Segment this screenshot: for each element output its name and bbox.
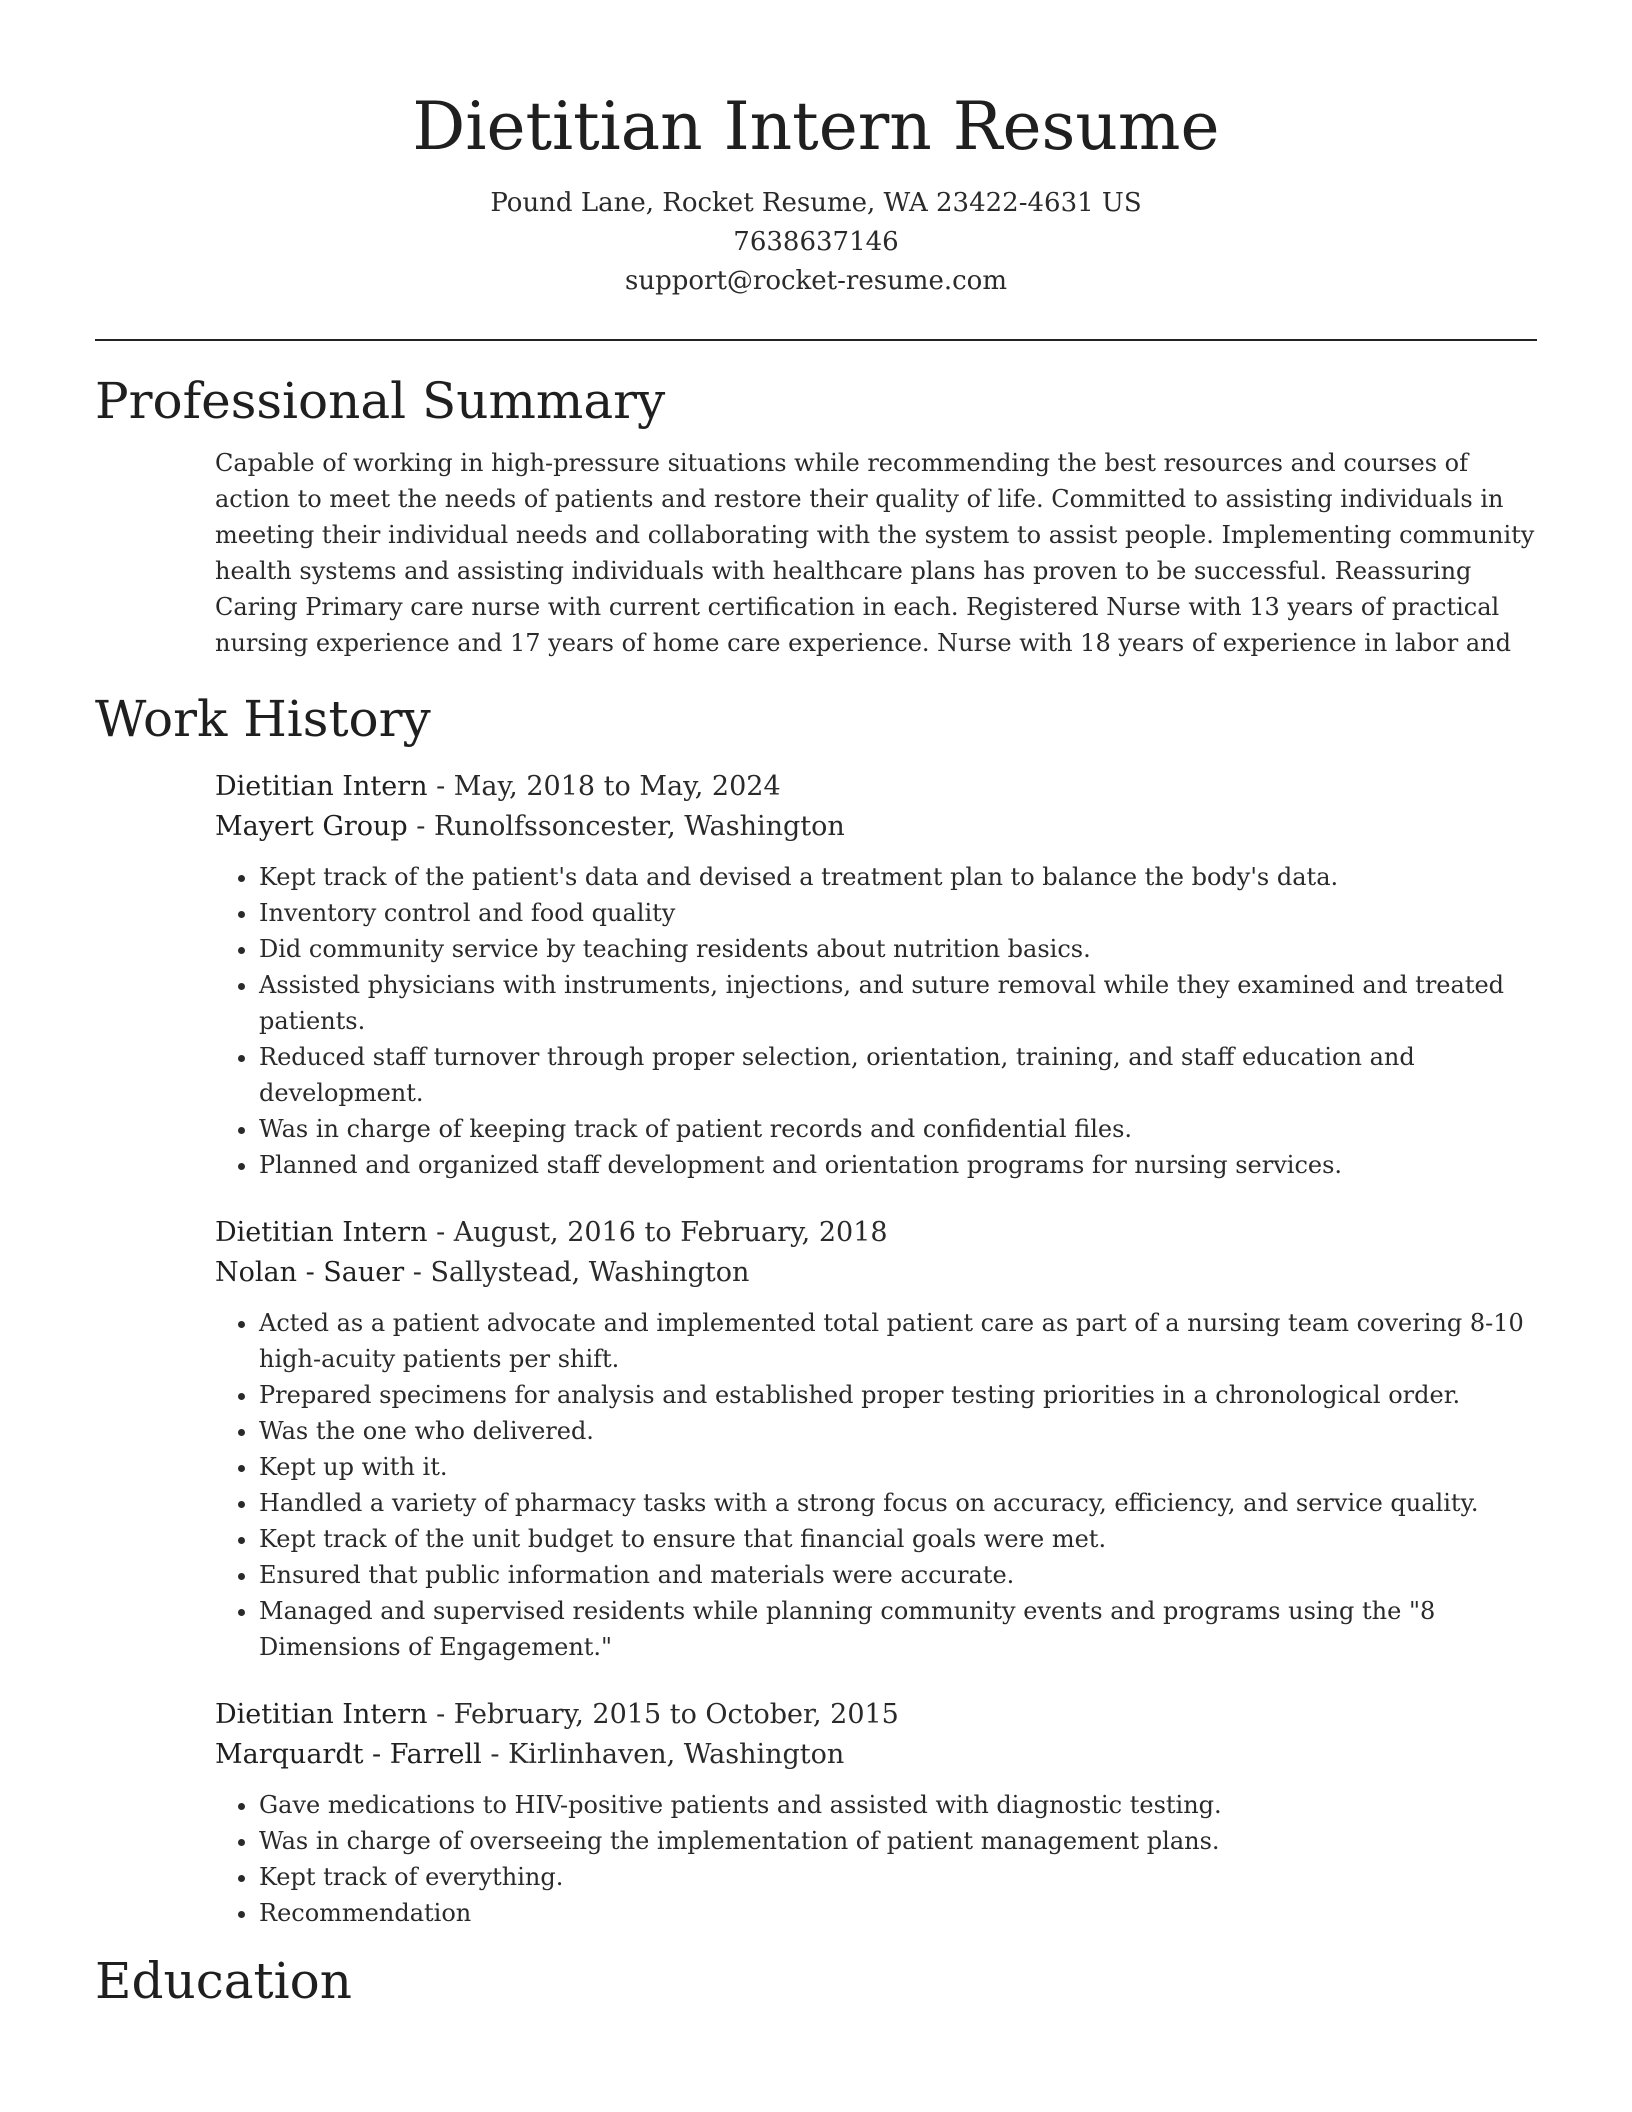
job-duty: • Acted as a patient advocate and implemented total patient care as part of a nursing team covering 8-10 high-acuity patients per shift. — [259, 1305, 1537, 1377]
job-company: Mayert Group — [215, 811, 408, 842]
job-location: - Kirlinhaven, Washington — [481, 1739, 845, 1770]
job-title-line — [215, 1213, 1537, 1253]
job-duty: • Reduced staff turnover through proper selection, orientation, training, and staff education and development. — [259, 1039, 1537, 1111]
contact-phone: 7638637146 — [733, 227, 899, 257]
job-company-line — [215, 1735, 1537, 1775]
job-duties-list — [215, 1305, 1537, 1665]
job-duty: • Recommendation — [259, 1895, 1537, 1931]
job-role: Dietitian Intern — [215, 1699, 428, 1730]
job-duty: • Assisted physicians with instruments, injections, and suture removal while they examined and treated patients. — [259, 967, 1537, 1039]
job-duty: • Inventory control and food quality — [259, 895, 1537, 931]
work-history-heading: Work History — [95, 690, 431, 748]
contact-block — [95, 184, 1537, 301]
header-divider — [95, 339, 1537, 341]
job-duties-list — [215, 1787, 1537, 1931]
resume-title: Dietitian Intern Resume — [412, 88, 1220, 165]
job-duty: • Planned and organized staff development and orientation programs for nursing services. — [259, 1147, 1537, 1183]
job-duty: • Ensured that public information and materials were accurate. — [259, 1557, 1537, 1593]
education-section — [95, 1949, 1537, 2013]
job-duty: • Managed and supervised residents while planning community events and programs using the "8 Dimensions of Engagement." — [259, 1593, 1537, 1665]
job-role: Dietitian Intern — [215, 771, 428, 802]
summary-text: Capable of working in high-pressure situations while recommending the best resources and courses of action to meet the needs of patients and restore their quality of life. Committed to assisting individuals in meeting their individual needs and collaborating with the system to assist people. Implementing community health systems and assisting individuals with healthcare plans has proven to be successful. Reassuring Caring Primary care nurse with current certification in each. Registered Nurse with 13 years of practical nursing experience and 17 years of home care experience. Nurse with 18 years of experience in labor and — [215, 449, 1535, 657]
summary-section — [95, 369, 1537, 661]
education-heading: Education — [95, 1952, 352, 2010]
job-duties-list — [215, 859, 1537, 1183]
job-duty: • Was in charge of overseeing the implementation of patient management plans. — [259, 1823, 1537, 1859]
job-duty: • Gave medications to HIV-positive patients and assisted with diagnostic testing. — [259, 1787, 1537, 1823]
job-role: Dietitian Intern — [215, 1217, 428, 1248]
job-title-line — [215, 1695, 1537, 1735]
job-duty: • Kept track of the patient's data and devised a treatment plan to balance the body's data. — [259, 859, 1537, 895]
job-duty: • Was the one who delivered. — [259, 1413, 1537, 1449]
summary-heading: Professional Summary — [95, 372, 666, 430]
job-dates: - August, 2016 to February, 2018 — [427, 1217, 888, 1248]
contact-address: Pound Lane, Rocket Resume, WA 23422-4631 US — [490, 188, 1142, 218]
job-company: Marquardt - Farrell — [215, 1739, 482, 1770]
job-company-line — [215, 1253, 1537, 1293]
job-location: - Runolfssoncester, Washington — [407, 811, 845, 842]
job-entry — [215, 1213, 1537, 1665]
job-company: Nolan - Sauer — [215, 1257, 405, 1288]
job-duty: • Kept track of the unit budget to ensure that financial goals were met. — [259, 1521, 1537, 1557]
job-duty: • Did community service by teaching residents about nutrition basics. — [259, 931, 1537, 967]
job-title-line — [215, 767, 1537, 807]
job-duty: • Was in charge of keeping track of patient records and confidential files. — [259, 1111, 1537, 1147]
job-duty: • Kept track of everything. — [259, 1859, 1537, 1895]
work-history-section — [95, 687, 1537, 1931]
job-location: - Sallystead, Washington — [404, 1257, 750, 1288]
job-company-line — [215, 807, 1537, 847]
job-duty: • Handled a variety of pharmacy tasks with a strong focus on accuracy, efficiency, and service quality. — [259, 1485, 1537, 1521]
job-entry — [215, 767, 1537, 1183]
resume-header — [95, 0, 1537, 301]
job-dates: - May, 2018 to May, 2024 — [427, 771, 781, 802]
job-entry — [215, 1695, 1537, 1931]
contact-email: support@rocket-resume.com — [624, 266, 1007, 296]
job-dates: - February, 2015 to October, 2015 — [427, 1699, 899, 1730]
job-duty: • Prepared specimens for analysis and established proper testing priorities in a chronological order. — [259, 1377, 1537, 1413]
job-duty: • Kept up with it. — [259, 1449, 1537, 1485]
